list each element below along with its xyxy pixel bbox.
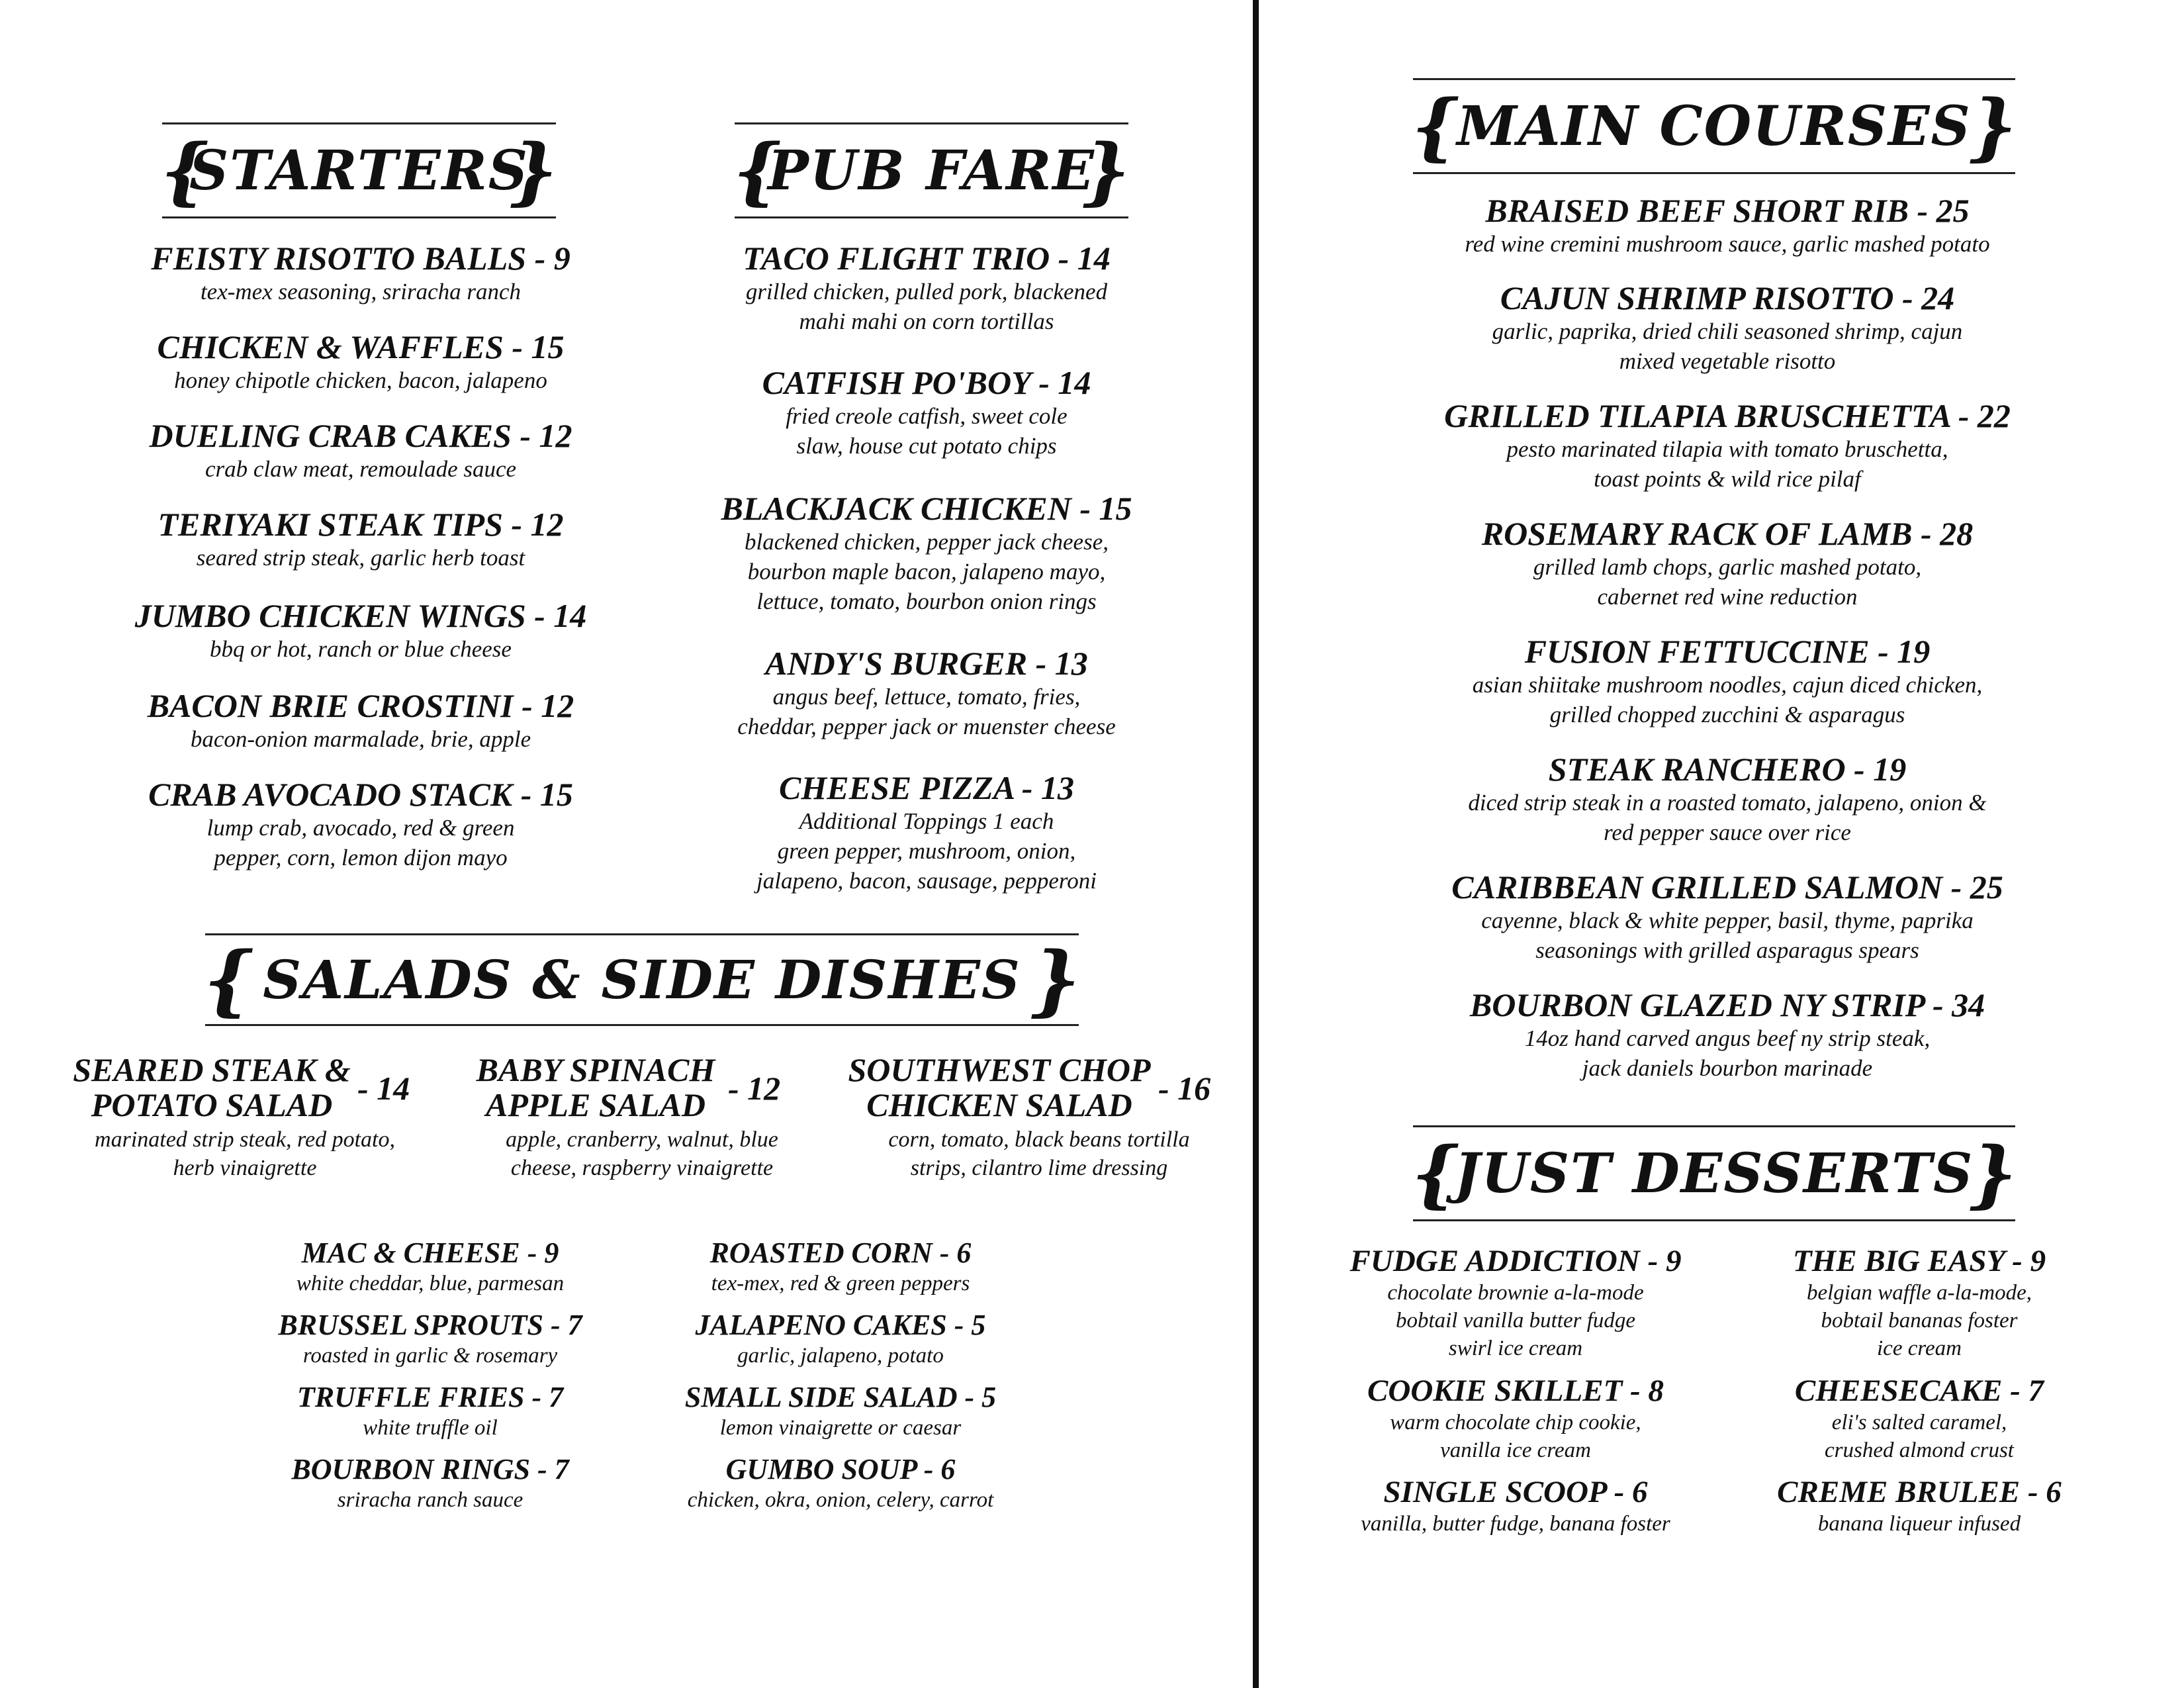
salads-banner: { } SALADS & SIDE DISHES (199, 933, 1085, 1026)
item-name: COOKIE SKILLET - 8 (1367, 1374, 1664, 1408)
salad-price: - 12 (728, 1070, 781, 1107)
item-desc: blackened chicken, pepper jack cheese, (745, 529, 1109, 555)
item-name: SMALL SIDE SALAD - 5 (684, 1381, 997, 1413)
item-desc: mixed vegetable risotto (1619, 348, 1836, 374)
pub-fare-item (662, 645, 1191, 741)
item-name: JUMBO CHICKEN WINGS - 14 (134, 597, 587, 634)
side-item (218, 1237, 642, 1297)
main-course-item (1350, 868, 2105, 965)
item-desc: diced strip steak in a roasted tomato, jalapeno, onion & (1468, 790, 1987, 816)
item-name: ROASTED CORN - 6 (709, 1237, 972, 1269)
item-desc: asian shiitake mushroom noodles, cajun diced chicken, (1472, 672, 1983, 698)
item-name: CHEESECAKE - 7 (1794, 1374, 2044, 1408)
salads-title: SALADS & SIDE DISHES (263, 949, 1021, 1011)
item-name: BRUSSEL SPROUTS - 7 (278, 1309, 582, 1341)
pub-fare-title: PUB FARE (768, 138, 1095, 203)
item-desc: tex-mex seasoning, sriracha ranch (200, 279, 522, 305)
salad-name: POTATO SALAD (91, 1086, 333, 1123)
main-course-item (1350, 751, 2105, 847)
page-divider (1253, 0, 1259, 1688)
item-desc: green pepper, mushroom, onion, (777, 838, 1076, 864)
pub-fare-item (662, 769, 1191, 896)
item-name: TACO FLIGHT TRIO - 14 (743, 240, 1111, 277)
item-name: ROSEMARY RACK OF LAMB - 28 (1481, 515, 1974, 552)
item-desc: cheddar, pepper jack or muenster cheese (737, 714, 1116, 739)
main-course-item (1350, 633, 2105, 729)
salad-name: SEARED STEAK & (73, 1051, 351, 1088)
item-desc: mahi mahi on corn tortillas (799, 308, 1054, 334)
item-desc: bourbon maple bacon, jalapeno mayo, (747, 559, 1106, 585)
main-course-item (1350, 986, 2105, 1083)
item-desc: fried creole catfish, sweet cole (786, 403, 1068, 429)
starter-item (79, 240, 642, 306)
main-course-item (1350, 192, 2105, 259)
item-desc: chocolate brownie a-la-mode (1387, 1281, 1644, 1305)
item-name: BOURBON GLAZED NY STRIP - 34 (1469, 986, 1985, 1023)
item-name: CATFISH PO'BOY - 14 (762, 364, 1091, 401)
item-desc: sriracha ranch sauce (337, 1488, 523, 1512)
salad-name: CHICKEN SALAD (866, 1086, 1132, 1123)
item-name: FUDGE ADDICTION - 9 (1349, 1244, 1682, 1278)
item-desc: banana liqueur infused (1817, 1512, 2021, 1536)
item-desc: ice cream (1877, 1336, 1962, 1360)
item-name: CREME BRULEE - 6 (1777, 1475, 2062, 1509)
salad-name: BABY SPINACH (476, 1051, 715, 1088)
item-desc: grilled chopped zucchini & asparagus (1549, 702, 1905, 727)
item-name: ANDY'S BURGER - 13 (765, 645, 1088, 682)
item-name: CARIBBEAN GRILLED SALMON - 25 (1451, 868, 2003, 906)
item-desc: bacon-onion marmalade, brie, apple (190, 726, 531, 752)
item-desc: lemon vinaigrette or caesar (719, 1416, 962, 1440)
item-desc: seasonings with grilled asparagus spears (1535, 937, 1919, 963)
item-desc: honey chipotle chicken, bacon, jalapeno (174, 367, 547, 393)
item-desc: cabernet red wine reduction (1597, 584, 1858, 610)
item-name: BOURBON RINGS - 7 (291, 1453, 569, 1485)
main-course-item (1350, 397, 2105, 494)
item-name: MAC & CHEESE - 9 (301, 1237, 559, 1269)
starter-item (79, 328, 642, 395)
item-desc: crab claw meat, remoulade sauce (205, 456, 517, 482)
dessert-item (1747, 1373, 2091, 1464)
salad-desc: corn, tomato, black beans tortilla (888, 1127, 1190, 1152)
side-item (629, 1381, 1052, 1442)
salad-desc: cheese, raspberry vinaigrette (510, 1156, 774, 1180)
pub-fare-item (662, 490, 1191, 616)
salad-desc: apple, cranberry, walnut, blue (506, 1127, 778, 1152)
dessert-item (1330, 1474, 1701, 1538)
item-desc: bobtail bananas foster (1821, 1309, 2018, 1333)
dessert-item (1330, 1243, 1701, 1362)
featured-salad (463, 1051, 834, 1180)
salad-price: - 14 (357, 1070, 410, 1107)
salad-name: APPLE SALAD (486, 1086, 705, 1123)
item-name: BLACKJACK CHICKEN - 15 (721, 490, 1132, 527)
side-item (218, 1453, 642, 1514)
item-name: CHICKEN & WAFFLES - 15 (157, 328, 565, 365)
item-desc: belgian waffle a-la-mode, (1806, 1281, 2032, 1305)
item-desc: seared strip steak, garlic herb toast (196, 545, 525, 571)
item-desc: swirl ice cream (1448, 1336, 1583, 1360)
pub-fare-banner: { } PUB FARE (728, 122, 1135, 218)
starters-banner: { } STARTERS (156, 122, 563, 218)
featured-salad (60, 1051, 430, 1180)
item-name: DUELING CRAB CAKES - 12 (149, 417, 572, 454)
item-name: BACON BRIE CROSTINI - 12 (147, 687, 574, 724)
pub-fare-item (662, 240, 1191, 336)
item-desc: chicken, okra, onion, celery, carrot (687, 1488, 994, 1512)
item-desc: pepper, corn, lemon dijon mayo (214, 845, 508, 870)
dessert-item (1747, 1474, 2091, 1538)
side-item (629, 1309, 1052, 1370)
item-name: TERIYAKI STEAK TIPS - 12 (158, 506, 564, 543)
main-courses-title: MAIN COURSES (1457, 94, 1972, 158)
side-item (218, 1381, 642, 1442)
item-desc: 14oz hand carved angus beef ny strip steak, (1524, 1025, 1931, 1051)
item-desc: garlic, jalapeno, potato (737, 1344, 944, 1368)
item-name: SINGLE SCOOP - 6 (1383, 1475, 1648, 1509)
item-desc: grilled lamb chops, garlic mashed potato, (1533, 554, 1922, 580)
starter-item (79, 506, 642, 573)
salad-name: SOUTHWEST CHOP (848, 1051, 1151, 1088)
dessert-item (1747, 1243, 2091, 1362)
item-name: THE BIG EASY - 9 (1792, 1244, 2046, 1278)
starter-item (79, 776, 642, 872)
featured-salad (841, 1051, 1251, 1180)
item-desc: roasted in garlic & rosemary (302, 1344, 558, 1368)
pub-fare-item (662, 364, 1191, 461)
item-name: GUMBO SOUP - 6 (725, 1453, 956, 1485)
item-name: CRAB AVOCADO STACK - 15 (148, 776, 573, 813)
item-desc: white truffle oil (363, 1416, 498, 1440)
item-desc: jalapeno, bacon, sausage, pepperoni (756, 868, 1097, 894)
main-course-item (1350, 515, 2105, 612)
item-name: FEISTY RISOTTO BALLS - 9 (151, 240, 570, 277)
item-desc: jack daniels bourbon marinade (1582, 1055, 1873, 1081)
item-desc: red wine cremini mushroom sauce, garlic mashed potato (1465, 231, 1990, 257)
item-desc: Additional Toppings 1 each (799, 808, 1054, 834)
item-desc: toast points & wild rice pilaf (1594, 466, 1861, 492)
side-item (218, 1309, 642, 1370)
item-desc: warm chocolate chip cookie, (1390, 1411, 1641, 1434)
item-name: JALAPENO CAKES - 5 (695, 1309, 986, 1341)
item-name: STEAK RANCHERO - 19 (1548, 751, 1907, 788)
item-desc: white cheddar, blue, parmesan (296, 1272, 565, 1295)
starter-item (79, 687, 642, 754)
item-desc: slaw, house cut potato chips (796, 433, 1057, 459)
salad-desc: strips, cilantro lime dressing (910, 1156, 1168, 1180)
item-desc: cayenne, black & white pepper, basil, thyme, paprika (1481, 908, 1974, 933)
side-item (629, 1453, 1052, 1514)
item-name: CHEESE PIZZA - 13 (779, 769, 1074, 806)
starter-item (79, 417, 642, 484)
item-name: FUSION FETTUCCINE - 19 (1524, 633, 1931, 670)
starter-item (79, 597, 642, 664)
item-desc: lump crab, avocado, red & green (206, 815, 515, 841)
main-course-item (1350, 279, 2105, 376)
item-desc: lettuce, tomato, bourbon onion rings (756, 588, 1097, 614)
item-name: BRAISED BEEF SHORT RIB - 25 (1485, 192, 1970, 229)
item-desc: grilled chicken, pulled pork, blackened (745, 279, 1108, 305)
item-desc: vanilla, butter fudge, banana foster (1361, 1512, 1670, 1536)
item-desc: bbq or hot, ranch or blue cheese (210, 636, 512, 662)
starters-title: STARTERS (189, 138, 529, 203)
salad-desc: marinated strip steak, red potato, (95, 1127, 395, 1152)
salad-desc: herb vinaigrette (173, 1156, 317, 1180)
item-desc: crushed almond crust (1825, 1438, 2014, 1462)
item-desc: pesto marinated tilapia with tomato bruschetta, (1506, 436, 1948, 462)
salad-price: - 16 (1158, 1070, 1211, 1107)
main-courses-banner: { } MAIN COURSES (1406, 78, 2022, 174)
item-desc: vanilla ice cream (1440, 1438, 1591, 1462)
item-name: CAJUN SHRIMP RISOTTO - 24 (1500, 279, 1955, 316)
item-desc: angus beef, lettuce, tomato, fries, (772, 684, 1081, 710)
desserts-banner: { } JUST DESSERTS (1406, 1125, 2022, 1221)
item-desc: eli's salted caramel, (1831, 1411, 2007, 1434)
side-item (629, 1237, 1052, 1297)
item-name: TRUFFLE FRIES - 7 (296, 1381, 564, 1413)
desserts-title: JUST DESSERTS (1454, 1141, 1974, 1205)
item-desc: bobtail vanilla butter fudge (1395, 1309, 1636, 1333)
item-name: GRILLED TILAPIA BRUSCHETTA - 22 (1444, 397, 2011, 434)
item-desc: red pepper sauce over rice (1604, 820, 1851, 845)
dessert-item (1330, 1373, 1701, 1464)
item-desc: tex-mex, red & green peppers (711, 1272, 970, 1295)
item-desc: garlic, paprika, dried chili seasoned shrimp, cajun (1492, 318, 1963, 344)
